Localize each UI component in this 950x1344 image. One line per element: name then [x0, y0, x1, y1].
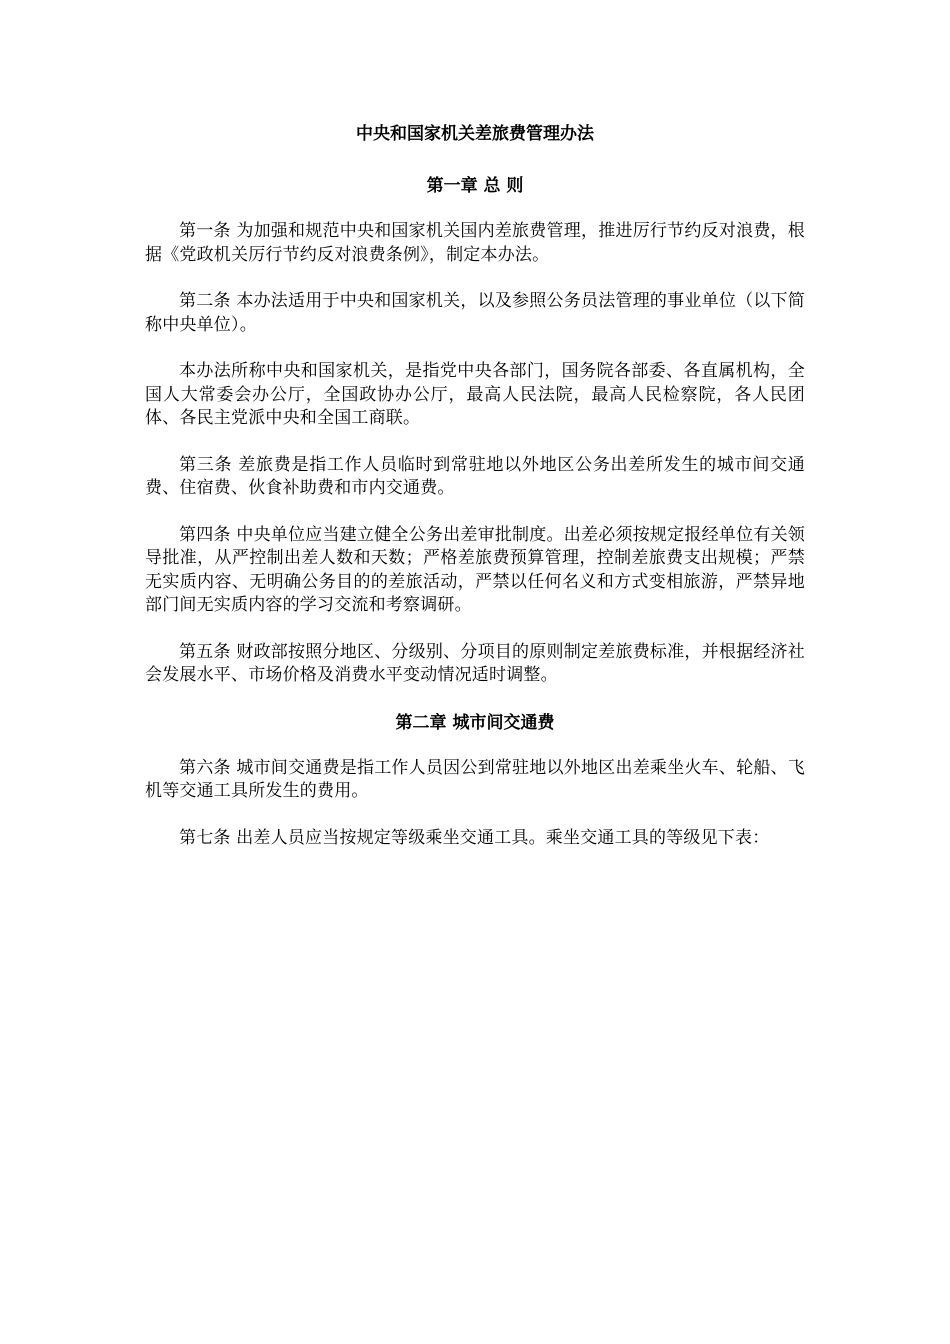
- article-1: 第一条 为加强和规范中央和国家机关国内差旅费管理，推进厉行节约反对浪费，根据《党政机关厉行节约反对浪费条例》，制定本办法。: [145, 221, 805, 265]
- article-4: 第四条 中央单位应当建立健全公务出差审批制度。出差必须按规定报经单位有关领导批准，从严控制出差人数和天数；严格差旅费预算管理，控制差旅费支出规模；严禁无实质内容、无明确公务目的的差旅活动，严禁以任何名义和方式变相旅游，严禁异地部门间无实质内容的学习交流和考察调研。: [145, 524, 805, 615]
- article-6: 第六条 城市间交通费是指工作人员因公到常驻地以外地区出差乘坐火车、轮船、飞机等交通工具所发生的费用。: [145, 757, 805, 801]
- article-2: 第二条 本办法适用于中央和国家机关，以及参照公务员法管理的事业单位（以下简称中央单位）。: [145, 291, 805, 335]
- article-3: 第三条 差旅费是指工作人员临时到常驻地以外地区公务出差所发生的城市间交通费、住宿费、伙食补助费和市内交通费。: [145, 454, 805, 498]
- article-5: 第五条 财政部按照分地区、分级别、分项目的原则制定差旅费标准，并根据经济社会发展水平、市场价格及消费水平变动情况适时调整。: [145, 641, 805, 685]
- chapter-heading-1: 第一章 总 则: [426, 176, 524, 196]
- document-page: [145, 122, 805, 873]
- article-2-note: 本办法所称中央和国家机关，是指党中央各部门，国务院各部委、各直属机构，全国人大常委会办公厅，全国政协办公厅，最高人民法院，最高人民检察院，各人民团体、各民主党派中央和全国工商联。: [145, 361, 805, 428]
- article-7: 第七条 出差人员应当按规定等级乘坐交通工具。乘坐交通工具的等级见下表：: [179, 827, 770, 848]
- document-title: 中央和国家机关差旅费管理办法: [356, 124, 594, 144]
- chapter-heading-2: 第二章 城市间交通费: [395, 712, 555, 733]
